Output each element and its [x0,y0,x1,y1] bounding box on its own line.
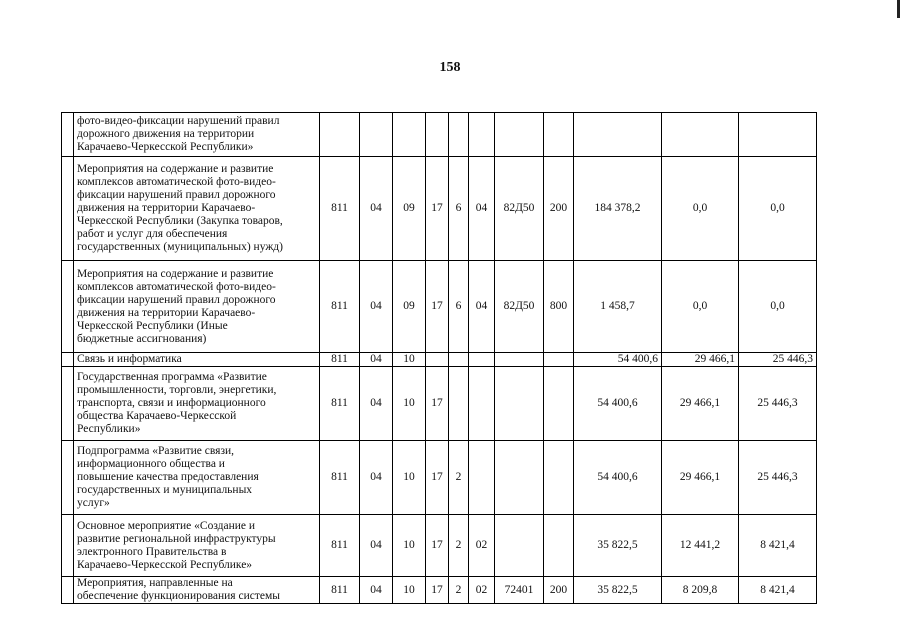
row-name [74,113,320,157]
subsection-code: 09 [393,157,426,261]
row-gutter [62,441,74,515]
table-row [62,157,817,261]
amount-year-1: 54 400,6 [574,441,662,515]
program-code: 17 [426,441,449,515]
row-name-line: общества Карачаево-Черкесской [77,410,237,422]
expense-type-code: 200 [544,157,574,261]
row-name-line: Карачаево-Черкесской Республике» [77,558,253,571]
program-code: 17 [426,367,449,441]
amount-year-1: 35 822,5 [574,577,662,604]
row-name [74,577,320,604]
amount-year-3: 0,0 [739,261,817,353]
row-name-line: Черкесской Республики (Иные [77,319,228,332]
grbs-code: 811 [320,261,360,353]
direction-code: 72401 [495,577,544,604]
row-name-line: движения на территории Карачаево- [77,306,256,319]
row-name [74,261,320,353]
expense-type-code [544,113,574,157]
expense-type-code: 800 [544,261,574,353]
row-name-line: работ и услуг для обеспечения [77,228,228,240]
expense-type-code [544,353,574,367]
section-code: 04 [360,353,393,367]
row-name-line: Связь и информатика [77,353,182,365]
row-name-line: Карачаево-Черкесской Республики» [77,141,254,153]
event-code [469,441,495,515]
page-number: 158 [439,60,461,75]
event-code [469,353,495,367]
section-code [360,113,393,157]
budget-table [61,112,817,604]
row-name [74,367,320,441]
table-body [62,113,817,604]
row-gutter [62,113,74,157]
row-name-line: фото-видео-фиксации нарушений правил [77,115,280,127]
event-code [469,113,495,157]
amount-year-2: 12 441,2 [662,515,739,577]
row-name-line: Основное мероприятие «Создание и [77,519,256,532]
row-name-line: промышленности, торговли, энергетики, [77,384,277,396]
grbs-code [320,113,360,157]
row-name-line: дорожного движения на территории [77,128,255,140]
program-code [426,113,449,157]
subsection-code: 10 [393,441,426,515]
row-name-line: движения на территории Карачаево- [77,202,256,214]
grbs-code: 811 [320,157,360,261]
subprogram-code: 2 [449,441,469,515]
amount-year-2: 29 466,1 [662,353,739,367]
subsection-code [393,113,426,157]
amount-year-3: 25 446,3 [739,441,817,515]
row-gutter [62,577,74,604]
amount-year-2: 0,0 [662,157,739,261]
expense-type-code [544,367,574,441]
amount-year-1: 1 458,7 [574,261,662,353]
row-name-line: бюджетные ассигнования) [77,332,207,345]
amount-year-3: 25 446,3 [739,353,817,367]
section-code: 04 [360,577,393,604]
row-name-line: фиксации нарушений правил дорожного [77,293,276,306]
row-name-line: комплексов автоматической фото-видео- [77,176,276,188]
program-code: 17 [426,261,449,353]
subsection-code: 10 [393,367,426,441]
subsection-code: 10 [393,353,426,367]
row-name-line: обеспечение функционирования системы [77,590,280,602]
row-gutter [62,367,74,441]
section-code: 04 [360,157,393,261]
program-code: 17 [426,515,449,577]
subsection-code: 09 [393,261,426,353]
subsection-code: 10 [393,577,426,604]
subprogram-code: 6 [449,157,469,261]
amount-year-3: 8 421,4 [739,515,817,577]
subprogram-code: 2 [449,577,469,604]
table-row [62,577,817,604]
row-name-line: государственных (муниципальных) нужд) [77,241,283,253]
subsection-code: 10 [393,515,426,577]
row-name-line: электронного Правительства в [77,545,227,558]
expense-type-code [544,441,574,515]
row-name-line: услуг» [77,497,110,509]
table-row [62,261,817,353]
event-code: 04 [469,157,495,261]
amount-year-3: 0,0 [739,157,817,261]
grbs-code: 811 [320,441,360,515]
row-name-line: комплексов автоматической фото-видео- [77,280,276,293]
amount-year-2: 0,0 [662,261,739,353]
row-name [74,441,320,515]
direction-code [495,367,544,441]
subprogram-code: 6 [449,261,469,353]
row-name-line: Государственная программа «Развитие [77,371,267,383]
table-row [62,515,817,577]
row-name-line: государственных и муниципальных [77,484,253,496]
amount-year-3 [739,113,817,157]
grbs-code: 811 [320,353,360,367]
row-gutter [62,157,74,261]
row-name-line: повышение качества предоставления [77,471,259,483]
section-code: 04 [360,441,393,515]
expense-type-code: 200 [544,577,574,604]
amount-year-1: 184 378,2 [574,157,662,261]
table-row [62,367,817,441]
program-code: 17 [426,157,449,261]
grbs-code: 811 [320,367,360,441]
row-name-line: Мероприятия на содержание и развитие [77,267,274,280]
subprogram-code [449,113,469,157]
amount-year-1: 54 400,6 [574,367,662,441]
grbs-code: 811 [320,515,360,577]
table-row [62,113,817,157]
row-name-line: Подпрограмма «Развитие связи, [77,445,235,457]
amount-year-2: 8 209,8 [662,577,739,604]
row-gutter [62,261,74,353]
amount-year-2 [662,113,739,157]
event-code [469,367,495,441]
row-name-line: Республики» [77,423,141,435]
row-name [74,515,320,577]
row-gutter [62,353,74,367]
amount-year-1: 54 400,6 [574,353,662,367]
amount-year-3: 8 421,4 [739,577,817,604]
section-code: 04 [360,261,393,353]
direction-code [495,353,544,367]
row-gutter [62,515,74,577]
row-name-line: развитие региональной инфраструктуры [77,532,276,545]
subprogram-code [449,353,469,367]
row-name-line: транспорта, связи и информационного [77,397,266,409]
row-name [74,353,320,367]
direction-code: 82Д50 [495,157,544,261]
direction-code: 82Д50 [495,261,544,353]
table-row [62,353,817,367]
amount-year-1: 35 822,5 [574,515,662,577]
program-code: 17 [426,577,449,604]
row-name-line: информационного общества и [77,458,225,470]
event-code: 02 [469,577,495,604]
event-code: 02 [469,515,495,577]
row-name [74,157,320,261]
subprogram-code [449,367,469,441]
table-row [62,441,817,515]
section-code: 04 [360,367,393,441]
amount-year-2: 29 466,1 [662,441,739,515]
direction-code [495,515,544,577]
direction-code [495,441,544,515]
amount-year-1 [574,113,662,157]
row-name-line: Мероприятия, направленные на [77,577,233,589]
amount-year-3: 25 446,3 [739,367,817,441]
expense-type-code [544,515,574,577]
grbs-code: 811 [320,577,360,604]
event-code: 04 [469,261,495,353]
row-name-line: фиксации нарушений правил дорожного [77,189,276,201]
program-code [426,353,449,367]
direction-code [495,113,544,157]
subprogram-code: 2 [449,515,469,577]
row-name-line: Черкесской Республики (Закупка товаров, [77,215,283,227]
row-name-line: Мероприятия на содержание и развитие [77,163,274,175]
section-code: 04 [360,515,393,577]
amount-year-2: 29 466,1 [662,367,739,441]
